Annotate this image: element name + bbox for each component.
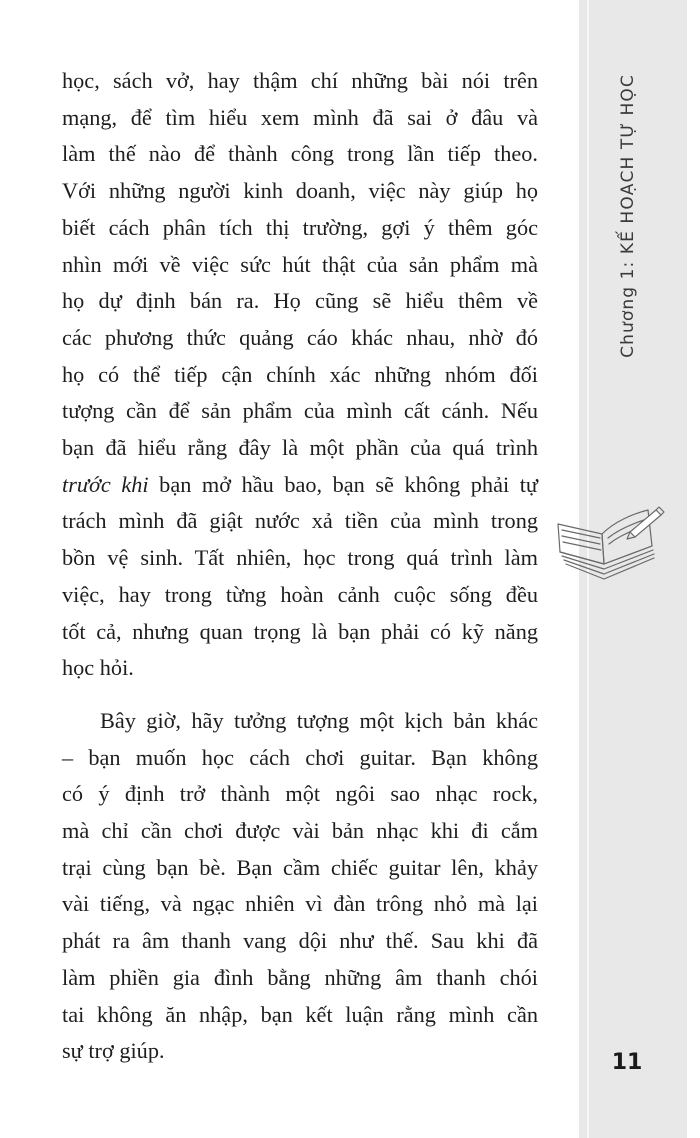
text-line: trách mình đã giật nước xả tiền của mình trong [62, 508, 538, 534]
text-line: mà chỉ cần chơi được vài bản nhạc khi đi cắm [62, 818, 538, 844]
text-line: mạng, để tìm hiểu xem mình đã sai ở đâu và [62, 104, 538, 130]
open-book-with-pencil-icon [552, 502, 670, 586]
italic-phrase: trước khi [62, 471, 149, 497]
text-line: Với những người kinh doanh, việc này giúp họ [62, 178, 538, 204]
text-line: có ý định trở thành một ngôi sao nhạc rock, [62, 781, 538, 807]
text-line: vài tiếng, và ngạc nhiên vì đàn trông nhỏ mà lại [62, 891, 538, 917]
text-line: tốt cả, nhưng quan trọng là bạn phải có kỹ năng [62, 618, 538, 644]
text-line: họ có thể tiếp cận chính xác những nhóm đối [62, 361, 538, 387]
paragraph-1 [62, 63, 538, 687]
text-line: sự trợ giúp. [62, 1038, 165, 1064]
text-line: làm phiền gia đình bằng những âm thanh chói [62, 964, 538, 990]
text-line: học hỏi. [62, 655, 134, 681]
text-line: phát ra âm thanh vang dội như thế. Sau khi đã [62, 928, 538, 954]
text-line: việc, hay trong từng hoàn cảnh cuộc sống đều [62, 581, 538, 607]
text-line: tai không ăn nhập, bạn kết luận rằng mình cần [62, 1001, 538, 1027]
paragraph-2 [62, 703, 538, 1070]
text-line: họ dự định bán ra. Họ cũng sẽ hiểu thêm về [62, 288, 538, 314]
body-text [62, 63, 538, 1070]
text-line: bạn đã hiểu rằng đây là một phần của quá trình [62, 435, 538, 461]
text-line: Bây giờ, hãy tưởng tượng một kịch bản khác [100, 707, 538, 733]
text-fragment: bạn mở hầu bao, bạn sẽ không phải tự [148, 471, 538, 497]
text-line: bồn vệ sinh. Tất nhiên, học trong quá trình làm [62, 545, 538, 571]
chapter-title-text: Chương 1: KẾ HOẠCH TỰ HỌC [618, 74, 638, 358]
text-line [62, 467, 538, 504]
text-line: nhìn mới về việc sức hút thật của sản phẩm mà [62, 251, 538, 277]
page-number: 11 [611, 1050, 643, 1075]
text-line: các phương thức quảng cáo khác nhau, nhờ đó [62, 324, 538, 350]
text-line: tượng cần để sản phẩm của mình cất cánh. Nếu [62, 398, 538, 424]
text-line: trại cùng bạn bè. Bạn cầm chiếc guitar lên, khảy [62, 854, 538, 880]
text-line: biết cách phân tích thị trường, gợi ý thêm góc [62, 214, 538, 240]
text-line: – bạn muốn học cách chơi guitar. Bạn không [62, 744, 538, 770]
text-line: học, sách vở, hay thậm chí những bài nói trên [62, 68, 538, 93]
text-line: làm thế nào để thành công trong lần tiếp theo. [62, 141, 538, 167]
